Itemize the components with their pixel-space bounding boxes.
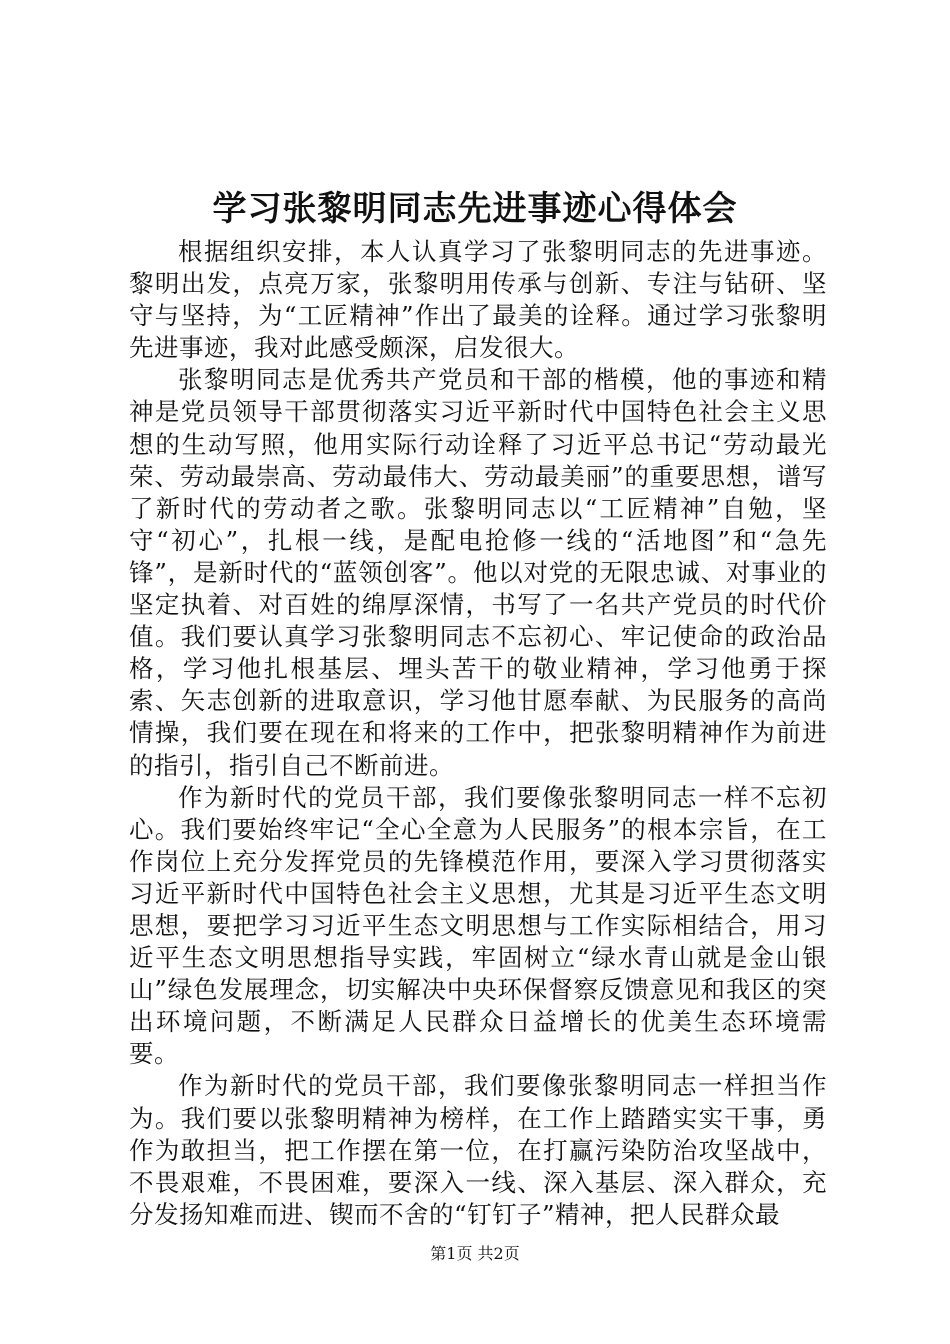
paragraph-3: 作为新时代的党员干部，我们要像张黎明同志一样不忘初心。我们要始终牢记“全心全意为人民服务”的根本宗旨，在工作岗位上充分发挥党员的先锋模范作用，要深入学习贯彻落实习近平新时代中国特色社会主义思想，尤其是习近平生态文明思想，要把学习习近平生态文明思想与工作实际相结合，用习近平生态文明思想指导实践，牢固树立“绿水青山就是金山银山”绿色发展理念，切实解决中央环保督察反馈意见和我区的突出环境问题，不断满足人民群众日益增长的优美生态环境需要。 — [129, 782, 827, 1069]
paragraph-2: 张黎明同志是优秀共产党员和干部的楷模，他的事迹和精神是党员领导干部贯彻落实习近平新时代中国特色社会主义思想的生动写照，他用实际行动诠释了习近平总书记“劳动最光荣、劳动最崇高、劳动最伟大、劳动最美丽”的重要思想，谱写了新时代的劳动者之歌。张黎明同志以“工匠精神”自勉，坚守“初心”，扎根一线，是配电抢修一线的“活地图”和“急先锋”，是新时代的“蓝领创客”。他以对党的无限忠诚、对事业的坚定执着、对百姓的绵厚深情，书写了一名共产党员的时代价值。我们要认真学习张黎明同志不忘初心、牢记使命的政治品格，学习他扎根基层、埋头苦干的敬业精神，学习他勇于探索、矢志创新的进取意识，学习他甘愿奉献、为民服务的高尚情操，我们要在现在和将来的工作中，把张黎明精神作为前进的指引，指引自己不断前进。 — [129, 365, 827, 780]
paragraph-1: 根据组织安排，本人认真学习了张黎明同志的先进事迹。黎明出发，点亮万家，张黎明用传承与创新、专注与钻研、坚守与坚持，为“工匠精神”作出了最美的诠释。通过学习张黎明先进事迹，我对此感受颇深，启发很大。 — [129, 237, 827, 363]
paragraph-4: 作为新时代的党员干部，我们要像张黎明同志一样担当作为。我们要以张黎明精神为榜样，在工作上踏踏实实干事，勇作为敢担当，把工作摆在第一位，在打赢污染防治攻坚战中，不畏艰难，不畏困难，要深入一线、深入基层、深入群众，充分发扬知难而进、锲而不舍的“钉钉子”精神，把人民群众最 — [129, 1071, 827, 1229]
page-footer: 第1页 共2页 — [430, 1244, 520, 1263]
document-body — [129, 236, 827, 1231]
document-title: 学习张黎明同志先进事迹心得体会 — [212, 189, 738, 229]
